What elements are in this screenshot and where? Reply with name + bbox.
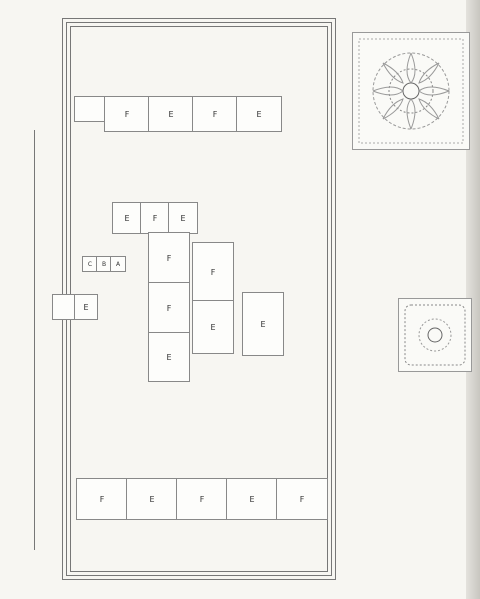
motif-e: E <box>148 332 190 382</box>
motif-f: F <box>140 202 170 234</box>
motif-e: E <box>148 96 194 132</box>
motif-e: E <box>226 478 278 520</box>
motif-e: E <box>74 294 98 320</box>
motif-e: E <box>112 202 142 234</box>
motif-f: F <box>148 282 190 334</box>
center-motif-large <box>52 294 76 320</box>
blanket-diagram <box>52 12 338 584</box>
motif-e: E <box>192 300 234 354</box>
motif-f: F <box>192 96 238 132</box>
height-dimension-line <box>34 130 35 550</box>
motif-f: F <box>104 96 150 132</box>
motif-f: F <box>176 478 228 520</box>
square-motif-icon <box>399 299 471 371</box>
motif-f: F <box>276 478 328 520</box>
motif-small-chart <box>398 298 472 372</box>
flower-motif-icon <box>353 33 469 149</box>
motif-f: F <box>76 478 128 520</box>
motif-e: E <box>236 96 282 132</box>
motif-c: C <box>82 256 98 272</box>
motif-large-chart <box>352 32 470 150</box>
motif-f: F <box>148 232 190 284</box>
motif-e: E <box>242 292 284 356</box>
motif-e: E <box>126 478 178 520</box>
motif-a: A <box>110 256 126 272</box>
motif-b: B <box>96 256 112 272</box>
motif-large-label-cell <box>74 96 106 122</box>
motif-e: E <box>168 202 198 234</box>
motif-f: F <box>192 242 234 302</box>
